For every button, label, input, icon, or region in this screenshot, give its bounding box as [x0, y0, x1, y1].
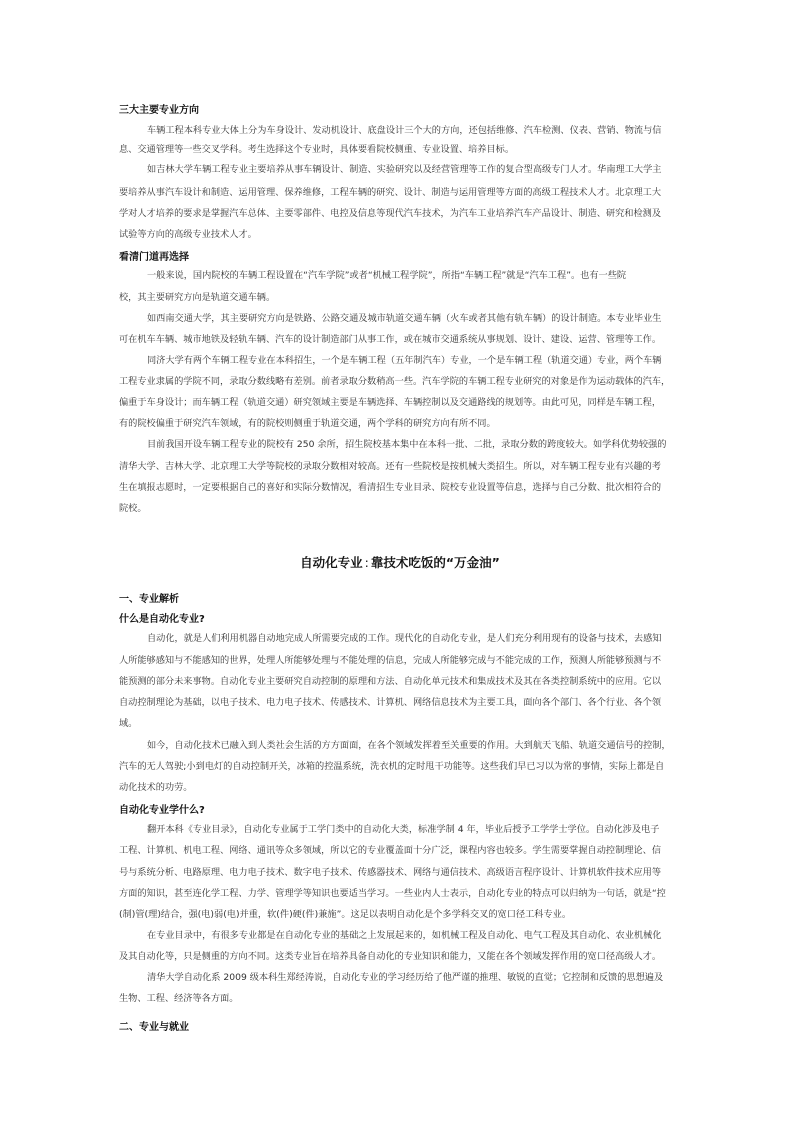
section-heading-directions: 三大主要专业方向 [119, 105, 199, 116]
paragraph-line: 校，其主要研究方向是轨道交通车辆。 [119, 292, 276, 303]
paragraph-line: 及其自动化等，只是侧重的方向不同。这类专业旨在培养具备自动化的专业知识和能力，又能在各个领域发挥作用的宽口径高级人才。 [119, 951, 662, 962]
paragraph-line: 偏重于车身设计；而车辆工程（轨道交通）研究领域主要是车辆选择、车辆控制以及交通路线的规划等。由此可见，同样是车辆工程， [119, 397, 662, 408]
paragraph-line: 自动化，就是人们利用机器自动地完成人所需要完成的工作。现代化的自动化专业，是人们充分利用现有的设备与技术，去感知 [147, 633, 662, 644]
paragraph-line: 号与系统分析、电路原理、电力电子技术、数字电子技术、传感器技术、网络与通信技术、高级语言程序设计、计算机软件技术应用等 [119, 867, 662, 878]
paragraph-line: 一般来说，国内院校的车辆工程设置在“汽车学院”或者“机械工程学院”，所指“车辆工程”就是“汽车工程”。也有一些院 [147, 270, 627, 281]
paragraph-line: 动化技术的功劳。 [119, 782, 193, 793]
article-title [0, 553, 800, 571]
paragraph-line: 自动控制理论为基础，以电子技术、电力电子技术、传感技术、计算机、网络信息技术为主要工具，面向各个部门、各个行业、各个领 [119, 697, 662, 708]
paragraph-line: 工程、计算机、机电工程、网络、通讯等众多领域，所以它的专业覆盖面十分广泛，课程内容也较多。学生需要掌握自动控制理论、信 [119, 845, 662, 856]
paragraph-line: 汽车的无人驾驶;小到电灯的自动控制开关，冰箱的控温系统，洗衣机的定时甩干功能等。这些我们早已习以为常的事情，实际上都是自 [119, 761, 665, 772]
paragraph-line: 域。 [119, 718, 138, 729]
paragraph-line: 目前我国开设车辆工程专业的院校有 250 余所，招生院校基本集中在本科一批、二批，录取分数的跨度较大。如学科优势较强的 [147, 439, 667, 450]
paragraph-line: 清华大学、吉林大学、北京理工大学等院校的录取分数相对较高。还有一些院校是按机械大类招生。所以，对车辆工程专业有兴趣的考 [119, 461, 662, 472]
paragraph-line: 息、交通管理等一些交叉学科。考生选择这个专业时，具体要看院校侧重、专业设置、培养目标。 [119, 144, 515, 155]
paragraph-line: 要培养从事汽车设计和制造、运用管理、保养维修，工程车辆的研究、设计、制造与运用管理等方面的高级工程技术人才。北京理工大 [119, 187, 662, 198]
paragraph-line: 如今，自动化技术已融入到人类社会生活的方方面面，在各个领域发挥着至关重要的作用。大到航天飞船、轨道交通信号的控制， [147, 740, 671, 751]
paragraph-line: 院校。 [119, 503, 147, 514]
paragraph-line: 可在机车车辆、城市地铁及轻轨车辆、汽车的设计制造部门从事工作，或在城市交通系统从事规划、设计、建设、运营、管理等工作。 [119, 334, 662, 345]
paragraph-line: (制)管(理)结合，强(电)弱(电)并重，软(件)硬(件)兼施”。这足以表明自动化是个多学科交叉的宽口径工科专业。 [119, 909, 572, 920]
paragraph-line: 能预测的部分未来事物。自动化专业主要研究自动控制的原理和方法、自动化单元技术和集成技术及其在各类控制系统中的应用。它以 [119, 676, 662, 687]
section-heading-analysis: 一、专业解析 [119, 594, 179, 605]
paragraph-line: 试验等方向的高级专业技术人才。 [119, 229, 257, 240]
paragraph-line: 生物、工程、经济等各方面。 [119, 993, 239, 1004]
paragraph-line: 有的院校偏重于研究汽车领域，有的院校则侧重于轨道交通，两个学科的研究方向有所不同。 [119, 418, 496, 429]
section-heading-choose: 看清门道再选择 [119, 252, 189, 263]
paragraph-line: 如吉林大学车辆工程专业主要培养从事车辆设计、制造、实验研究以及经营管理等工作的复合型高级专门人才。华南理工大学主 [147, 164, 662, 175]
paragraph-line: 翻开本科《专业目录》，自动化专业属于工学门类中的自动化大类，标准学制 4 年，毕业后授予工学学士学位。自动化涉及电子 [147, 824, 660, 835]
paragraph-line: 生在填报志愿时，一定要根据自己的喜好和实际分数情况，看清招生专业目录、院校专业设置等信息，选择与自己分数、批次相符合的 [119, 482, 662, 493]
title-sub: 靠技术吃饭的“万金油” [370, 555, 500, 570]
paragraph-line: 清华大学自动化系 2009 级本科生郑经涛说，自动化专业的学习经历给了他严谨的推理、敏锐的直觉；它控制和反馈的思想遍及 [147, 972, 664, 983]
title-separator: : [364, 555, 369, 570]
paragraph-line: 同济大学有两个车辆工程专业在本科招生，一个是车辆工程（五年制汽车）专业，一个是车辆工程（轨道交通）专业，两个车辆 [147, 355, 662, 366]
title-main: 自动化专业 [300, 555, 363, 570]
paragraph-line: 工程专业隶属的学院不同，录取分数线略有差别。前者录取分数稍高一些。汽车学院的车辆工程专业研究的对象是作为运动载体的汽车， [119, 376, 671, 387]
paragraph-line: 学对人才培养的要求是掌握汽车总体、主要零部件、电控及信息等现代汽车技术，为汽车工业培养汽车产品设计、制造、研究和检测及 [119, 208, 662, 219]
subheading-what-is: 什么是自动化专业? [119, 614, 205, 625]
paragraph-line: 在专业目录中，有很多专业都是在自动化专业的基础之上发展起来的，如机械工程及自动化、电气工程及其自动化、农业机械化 [147, 930, 662, 941]
paragraph-line: 方面的知识，甚至连化学工程、力学、管理学等知识也要适当学习。一些业内人士表示，自动化专业的特点可以归纳为一句话，就是“控 [119, 888, 666, 899]
paragraph-line: 人所能够感知与不能感知的世界，处理人所能够处理与不能处理的信息，完成人所能够完成与不能完成的工作，预测人所能够预测与不 [119, 655, 662, 666]
paragraph-line: 车辆工程本科专业大体上分为车身设计、发动机设计、底盘设计三个大的方向，还包括维修、汽车检测、仪表、营销、物流与信 [147, 125, 662, 136]
paragraph-line: 如西南交通大学，其主要研究方向是铁路、公路交通及城市轨道交通车辆（火车或者其他有轨车辆）的设计制造。本专业毕业生 [147, 313, 662, 324]
section-heading-employment: 二、专业与就业 [119, 1022, 189, 1033]
section-heading-what-to-learn: 自动化专业学什么? [119, 805, 205, 816]
